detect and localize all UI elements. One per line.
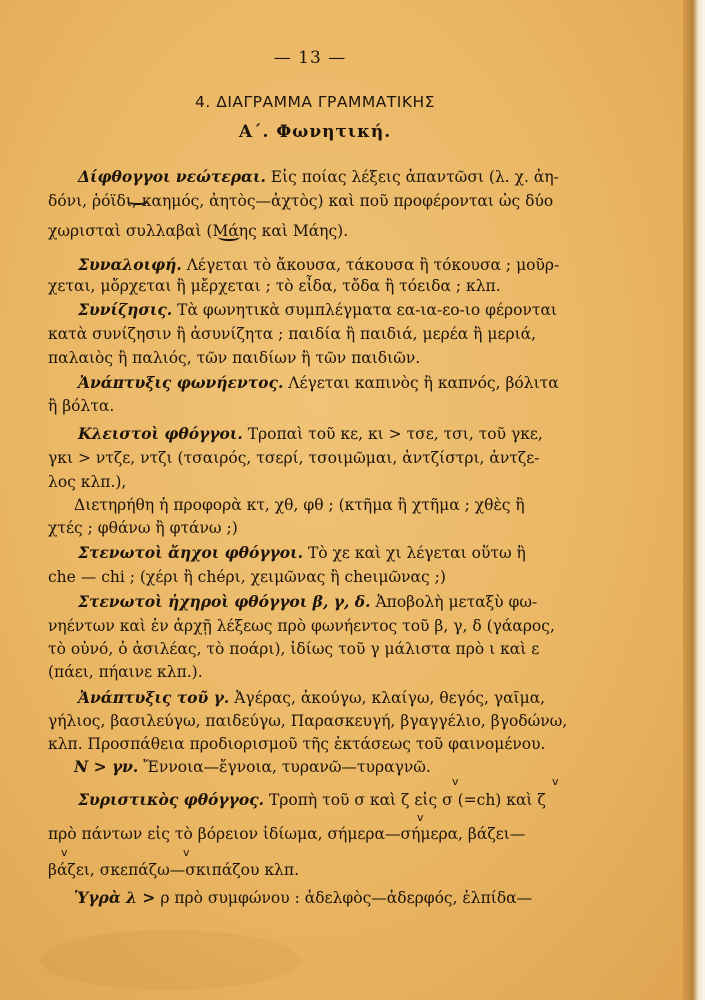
text-line: [74, 888, 532, 908]
line-text: Τὰ φωνητικὰ συμπλέγματα εα-ια-εο-ιο φέρονται: [172, 301, 557, 319]
text-line: [48, 348, 420, 368]
text-line: [48, 824, 525, 844]
paper-stain: [40, 930, 300, 990]
section-heading: 4. ΔΙΑΓΡΑΜΜΑ ΓΡΑΜΜΑΤΙΚΗΣ: [195, 93, 435, 111]
text-line: [48, 616, 555, 636]
line-text: Λέγεται καπινὸς ἢ καπνός, βόλιτα: [283, 374, 559, 392]
term-label: Συριστικὸς φθόγγος.: [78, 790, 265, 809]
line-text: γήλιος, βασιλεύγω, παιδεύγω, Παρασκευγή, βγαγγέλιο, βγοδώνω,: [48, 712, 568, 730]
text-line: [48, 860, 299, 880]
line-text: Ἀποβολὴ μεταξὺ φω-: [370, 593, 538, 611]
line-text: βάζει, σκεπάζω—σκιπάζου κλπ.: [48, 861, 299, 879]
text-line: [78, 790, 546, 810]
line-text: ἢ βόλτα.: [48, 397, 115, 415]
text-line: [48, 734, 545, 754]
ligature-mark: [127, 197, 149, 205]
term-label: Κλειστοὶ φθόγγοι.: [78, 424, 243, 443]
term-label: Συνίζησις.: [78, 300, 173, 319]
text-line: [78, 592, 537, 612]
term-label: Δίφθογγοι νεώτεραι.: [78, 167, 266, 186]
line-text: χωρισταὶ συλλαβαὶ (Μάης καὶ Μάης).: [48, 222, 349, 240]
line-text: τὸ οὐνό, ὁ ἀσιλέας, τὸ ποάρι), ἰδίως τοῦ γ μάλιστα πρὸ ι καὶ ε: [48, 640, 540, 658]
text-line: [48, 191, 553, 211]
text-line: [48, 448, 540, 468]
caron-mark: v: [417, 811, 424, 824]
term-label: Στενωτοὶ ἠχηροὶ φθόγγοι β, γ, δ.: [78, 592, 371, 611]
line-text: Λέγεται τὸ ἄκουσα, τάκουσα ἢ τόκουσα ; μοῦρ-: [181, 256, 560, 274]
term-label: Ὑγρὰ λ >: [74, 888, 156, 907]
line-text: Εἰς ποίας λέξεις ἀπαντῶσι (λ. χ. ἀη-: [265, 168, 559, 186]
line-text: Τροπαὶ τοῦ κε, κι > τσε, τσι, τοῦ γκε,: [242, 425, 543, 443]
line-text: Τὸ χε καὶ χι λέγεται οὕτω ἢ: [303, 544, 526, 562]
text-line: [78, 424, 543, 444]
text-line: [48, 396, 114, 416]
caron-mark: v: [61, 846, 68, 859]
text-line: [48, 324, 536, 344]
term-label: Ἀνάπτυξις φωνήεντος.: [78, 373, 284, 392]
subheading: Α΄. Φωνητική.: [238, 122, 392, 142]
text-line: [74, 757, 431, 777]
text-line: [48, 276, 501, 296]
line-text: che — chi ; (χέρι ἢ chéρι, χειμῶνας ἢ cheιμῶνας ;): [48, 568, 446, 586]
page-number: — 13 —: [273, 48, 347, 68]
text-line: [78, 167, 559, 187]
text-line: [48, 639, 539, 659]
line-text: παλαιὸς ἢ παλιός, τῶν παιδίων ἢ τῶν παιδιῶν.: [48, 349, 421, 367]
line-text: Ἀγέρας, ἀκούγω, κλαίγω, θεγός, γαῖμα,: [229, 689, 546, 707]
text-line: [48, 221, 348, 241]
caron-mark: v: [452, 775, 459, 788]
line-text: (πάει, πήαινε κλπ.).: [48, 663, 203, 681]
line-text: δόνι, ῥόϊδι, καημός, ἀητὸς—ἀχτὸς) καὶ ποῦ προφέρονται ὡς δύο: [48, 192, 554, 210]
line-text: χτές ; φθάνω ἢ φτάνω ;): [48, 519, 238, 537]
text-line: [78, 688, 545, 708]
text-line: [78, 373, 559, 393]
page-edge: [683, 0, 705, 1000]
text-line: [48, 472, 126, 492]
caron-mark: v: [183, 846, 190, 859]
text-line: [48, 662, 203, 682]
term-label: Συναλοιφή.: [78, 255, 182, 274]
term-label: Στενωτοὶ ἄηχοι φθόγγοι.: [78, 543, 304, 562]
line-text: γκι > ντζε, ντζι (τσαιρός, τσερί, τσοιμῶμαι, ἀντζίστρι, ἀντζε-: [48, 449, 540, 467]
line-text: λος κλπ.),: [48, 473, 127, 491]
text-line: [48, 711, 567, 731]
caron-mark: v: [552, 775, 559, 788]
text-line: [78, 300, 557, 320]
text-line: [48, 567, 446, 587]
line-text: Τροπὴ τοῦ σ καὶ ζ εἰς σ (=ch) καὶ ζ: [264, 791, 546, 809]
line-text: κλπ. Προσπάθεια προδιορισμοῦ τῆς ἐκτάσεως τοῦ φαινομένου.: [48, 735, 546, 753]
ligature-mark: [218, 233, 240, 241]
text-line: [78, 543, 526, 563]
line-text: νηέντων καὶ ἐν ἀρχῇ λέξεως πρὸ φωνήεντος τοῦ β, γ, δ (γάαρος,: [48, 617, 555, 635]
line-text: πρὸ πάντων εἰς τὸ βόρειον ἰδίωμα, σήμερα—σήμερα, βάζει—: [48, 825, 526, 843]
line-text: χεται, μὄρχεται ἢ μἔρχεται ; τὸ εἶδα, τὄδα ἢ τόειδα ; κλπ.: [48, 277, 501, 295]
line-text: Διετηρήθη ἡ προφορὰ κτ, χθ, φθ ; (κτῆμα ἢ χτῆμα ; χθὲς ἢ: [74, 496, 525, 514]
term-label: Ἀνάπτυξις τοῦ γ.: [78, 688, 230, 707]
line-text: Ἔννοια—ἔγνοια, τυρανῶ—τυραγνῶ.: [138, 758, 431, 776]
text-line: [74, 495, 525, 515]
line-text: ρ πρὸ συμφώνου : ἀδελφὸς—ἀδερφός, ἐλπίδα—: [155, 889, 533, 907]
term-label: Ν > γν.: [74, 757, 139, 776]
text-line: [78, 255, 559, 275]
text-line: [48, 518, 238, 538]
line-text: κατὰ συνίζησιν ἢ ἀσυνίζητα ; παιδία ἢ παιδιά, μερέα ἢ μεριά,: [48, 325, 537, 343]
